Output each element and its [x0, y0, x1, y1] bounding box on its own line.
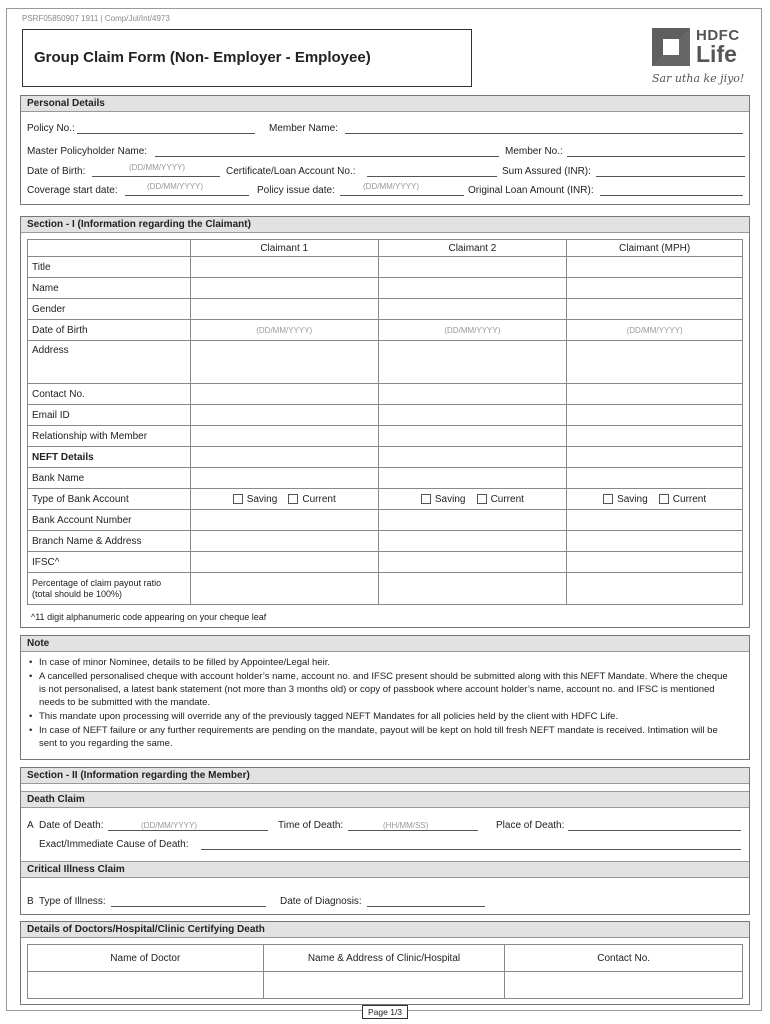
personal-details-section: [20, 95, 750, 205]
row-label-payout-ratio: [28, 573, 191, 605]
logo-brand-line2: Life: [696, 41, 737, 67]
column-header: Claimant (MPH): [567, 240, 743, 257]
current-label: Current: [672, 493, 707, 505]
doctors-table: [27, 944, 743, 999]
cause-of-death-field[interactable]: [201, 849, 741, 850]
member-no-label: Member No.:: [505, 146, 563, 157]
row-label-title: Title: [28, 257, 191, 278]
dob-hint: (DD/MM/YYYY): [444, 325, 501, 335]
dob-hint: (DD/MM/YYYY): [129, 163, 185, 172]
policy-issue-field[interactable]: [340, 195, 464, 196]
claimant2-contact-cell[interactable]: [378, 384, 567, 405]
coverage-start-label: Coverage start date:: [27, 185, 118, 196]
clinic-address-cell[interactable]: [263, 972, 505, 999]
note-item: • In case of NEFT failure or any further requirements are pending on the mandate, payout will be kept on hold till fresh NEFT mandate is received. Intimation will be sent to you regarding the same.: [29, 724, 735, 750]
sum-assured-label: Sum Assured (INR):: [502, 166, 591, 177]
form-reference-code: PSRF05850907 1911 | Comp/Jul/Int/4973: [22, 14, 170, 23]
coverage-start-hint: (DD/MM/YYYY): [147, 182, 203, 191]
row-label-dob: Date of Birth: [28, 320, 191, 341]
claimant1-email-cell[interactable]: [190, 405, 378, 426]
row-label-gender: Gender: [28, 299, 191, 320]
mph-payout-cell[interactable]: [567, 573, 743, 605]
section-heading: Note: [21, 636, 749, 652]
mph-dob-cell[interactable]: [567, 320, 743, 341]
row-label-relationship: Relationship with Member: [28, 426, 191, 447]
dob-field[interactable]: [92, 176, 220, 177]
claimant2-dob-cell[interactable]: [378, 320, 567, 341]
master-policyholder-label: Master Policyholder Name:: [27, 146, 148, 157]
claimant2-gender-cell[interactable]: [378, 299, 567, 320]
row-label-branch: Branch Name & Address: [28, 531, 191, 552]
table-row: [28, 257, 743, 278]
row-label-account-number: Bank Account Number: [28, 510, 191, 531]
mph-relationship-cell[interactable]: [567, 426, 743, 447]
date-of-death-field[interactable]: [108, 830, 268, 831]
claimant1-title-cell[interactable]: [190, 257, 378, 278]
time-of-death-field[interactable]: [348, 830, 478, 831]
death-claim-heading: Death Claim: [21, 791, 749, 808]
row-label-contact: Contact No.: [28, 384, 191, 405]
critical-illness-heading: Critical Illness Claim: [21, 861, 749, 878]
current-label: Current: [302, 493, 336, 505]
column-header: Contact No.: [505, 945, 743, 972]
logo-brand-line1: HDFC: [696, 27, 740, 44]
table-header-row: [28, 945, 743, 972]
time-of-death-label: Time of Death:: [278, 820, 344, 831]
claimant1-gender-cell[interactable]: [190, 299, 378, 320]
claimant2-branch-cell[interactable]: [378, 531, 567, 552]
saving-label: Saving: [434, 493, 466, 505]
dob-label: Date of Birth:: [27, 166, 86, 177]
saving-checkbox[interactable]: [603, 494, 613, 504]
date-of-diagnosis-field[interactable]: [367, 906, 485, 907]
row-label-neft: NEFT Details: [28, 447, 191, 468]
member-section: [20, 767, 750, 915]
coverage-start-field[interactable]: [125, 195, 249, 196]
table-row: [28, 405, 743, 426]
row-label-email: Email ID: [28, 405, 191, 426]
death-claim-prefix: A: [27, 820, 34, 831]
saving-label: Saving: [246, 493, 278, 505]
column-header: Claimant 2: [378, 240, 567, 257]
claimant2-bank-name-cell[interactable]: [378, 468, 567, 489]
mph-email-cell[interactable]: [567, 405, 743, 426]
table-row: [28, 299, 743, 320]
payout-ratio-line1: Percentage of claim payout ratio: [32, 577, 162, 588]
table-row: [28, 573, 743, 605]
member-name-label: Member Name:: [269, 123, 338, 134]
form-title: Group Claim Form (Non- Employer - Employee): [34, 49, 371, 66]
claimant2-account-number-cell[interactable]: [378, 510, 567, 531]
note-list: [29, 656, 735, 751]
page-number: Page 1/3: [362, 1005, 408, 1019]
claimant2-payout-cell[interactable]: [378, 573, 567, 605]
mph-address-cell[interactable]: [567, 341, 743, 384]
column-header: Name & Address of Clinic/Hospital: [263, 945, 505, 972]
table-header-row: [28, 240, 743, 257]
policy-no-field[interactable]: [77, 133, 255, 134]
section-heading: Section - I (Information regarding the Claimant): [21, 217, 749, 233]
policy-issue-hint: (DD/MM/YYYY): [363, 182, 419, 191]
row-label-ifsc: IFSC^: [28, 552, 191, 573]
place-of-death-label: Place of Death:: [496, 820, 565, 831]
date-of-death-hint: (DD/MM/YYYY): [141, 821, 197, 830]
logo-tagline: Sar utha ke jiyo!: [652, 72, 745, 85]
critical-illness-prefix: B: [27, 896, 34, 907]
saving-label: Saving: [617, 493, 648, 505]
table-row: [28, 447, 743, 468]
row-label-bank-name: Bank Name: [28, 468, 191, 489]
claimant1-account-number-cell[interactable]: [190, 510, 378, 531]
member-no-field[interactable]: [567, 156, 745, 157]
current-checkbox[interactable]: [288, 494, 298, 504]
claimant1-ifsc-cell[interactable]: [190, 552, 378, 573]
mph-gender-cell[interactable]: [567, 299, 743, 320]
table-row: [28, 552, 743, 573]
doctors-section: [20, 921, 750, 1005]
claimant1-bank-name-cell[interactable]: [190, 468, 378, 489]
table-row: [28, 426, 743, 447]
claimant1-branch-cell[interactable]: [190, 531, 378, 552]
type-of-illness-label: Type of Illness:: [39, 896, 106, 907]
sum-assured-field[interactable]: [596, 176, 745, 177]
claimant2-ifsc-cell[interactable]: [378, 552, 567, 573]
row-label-address: Address: [28, 341, 191, 384]
certificate-field[interactable]: [367, 176, 497, 177]
current-checkbox[interactable]: [659, 494, 669, 504]
member-name-field[interactable]: [345, 133, 743, 134]
mph-title-cell[interactable]: [567, 257, 743, 278]
section-heading: Personal Details: [21, 96, 749, 112]
table-row: [28, 278, 743, 299]
original-loan-field[interactable]: [600, 195, 743, 196]
claimant2-account-type-cell: [378, 489, 567, 510]
row-label-account-type: Type of Bank Account: [28, 489, 191, 510]
claimant1-contact-cell[interactable]: [190, 384, 378, 405]
claimant1-relationship-cell[interactable]: [190, 426, 378, 447]
mph-name-cell[interactable]: [567, 278, 743, 299]
mph-contact-cell[interactable]: [567, 384, 743, 405]
current-label: Current: [490, 493, 524, 505]
table-row: [28, 468, 743, 489]
mph-branch-cell[interactable]: [567, 531, 743, 552]
place-of-death-field[interactable]: [568, 830, 741, 831]
claimant-section: [20, 216, 750, 628]
claimant1-address-cell[interactable]: [190, 341, 378, 384]
dob-hint: (DD/MM/YYYY): [256, 325, 313, 335]
master-policyholder-field[interactable]: [155, 156, 499, 157]
claimant1-account-type-cell: [190, 489, 378, 510]
note-section: [20, 635, 750, 760]
column-header: Name of Doctor: [28, 945, 264, 972]
section-heading: Details of Doctors/Hospital/Clinic Certifying Death: [21, 922, 749, 938]
doctor-contact-cell[interactable]: [505, 972, 743, 999]
original-loan-label: Original Loan Amount (INR):: [468, 185, 594, 196]
row-label-name: Name: [28, 278, 191, 299]
claimant1-payout-cell[interactable]: [190, 573, 378, 605]
doctor-name-cell[interactable]: [28, 972, 264, 999]
claimant2-title-cell[interactable]: [378, 257, 567, 278]
claimant1-dob-cell[interactable]: [190, 320, 378, 341]
note-item: • A cancelled personalised cheque with account holder’s name, account no. and IFSC present should be submitted along with this NEFT Mandate. Where the cheque is not personalised, a latest bank statement (not more than 3 months old) or copy of passbook where account holder’s name, account no. and IFSC is mentioned needs to be submitted with the mandate.: [29, 670, 735, 709]
mph-ifsc-cell[interactable]: [567, 552, 743, 573]
section-heading: Section - II (Information regarding the Member): [21, 768, 749, 784]
type-of-illness-field[interactable]: [111, 906, 266, 907]
table-row: [28, 489, 743, 510]
saving-checkbox[interactable]: [233, 494, 243, 504]
table-row: [28, 531, 743, 552]
mph-bank-name-cell[interactable]: [567, 468, 743, 489]
date-of-death-label: Date of Death:: [39, 820, 104, 831]
claimant-table: [27, 239, 743, 605]
claimant2-relationship-cell[interactable]: [378, 426, 567, 447]
mph-account-type-cell: [567, 489, 743, 510]
time-of-death-hint: (HH/MM/SS): [383, 821, 429, 830]
cause-of-death-label: Exact/Immediate Cause of Death:: [39, 839, 189, 850]
table-row: [28, 384, 743, 405]
claimant2-email-cell[interactable]: [378, 405, 567, 426]
table-row: [28, 320, 743, 341]
policy-no-label: Policy No.:: [27, 123, 75, 134]
note-item: • In case of minor Nominee, details to be filled by Appointee/Legal heir.: [29, 656, 735, 669]
column-header: Claimant 1: [190, 240, 378, 257]
date-of-diagnosis-label: Date of Diagnosis:: [280, 896, 362, 907]
claimant1-name-cell[interactable]: [190, 278, 378, 299]
table-row: [28, 972, 743, 999]
logo-square-icon: [652, 28, 690, 66]
form-title-box: [22, 29, 472, 87]
claimant2-name-cell[interactable]: [378, 278, 567, 299]
ifsc-footnote: ^11 digit alphanumeric code appearing on your cheque leaf: [31, 612, 267, 622]
current-checkbox[interactable]: [477, 494, 487, 504]
policy-issue-label: Policy issue date:: [257, 185, 335, 196]
dob-hint: (DD/MM/YYYY): [626, 325, 683, 335]
mph-account-number-cell[interactable]: [567, 510, 743, 531]
payout-ratio-line2: (total should be 100%): [32, 588, 123, 599]
table-row: [28, 341, 743, 384]
note-item: • This mandate upon processing will override any of the previously tagged NEFT Mandates for all policies held by the client with HDFC Life.: [29, 710, 735, 723]
claimant2-address-cell[interactable]: [378, 341, 567, 384]
saving-checkbox[interactable]: [421, 494, 431, 504]
table-row: [28, 510, 743, 531]
certificate-label: Certificate/Loan Account No.:: [226, 166, 356, 177]
